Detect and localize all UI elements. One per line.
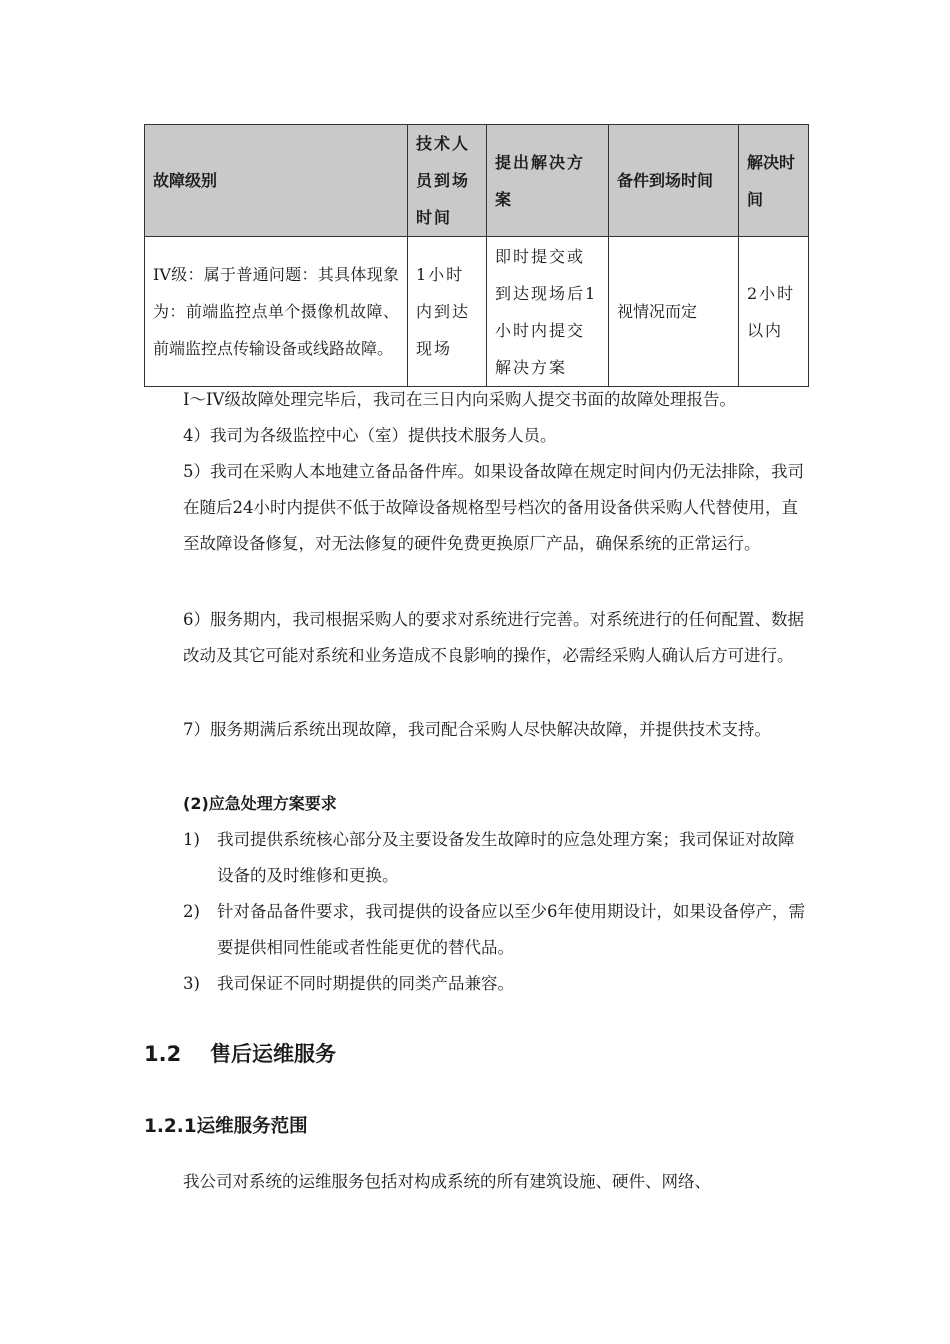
paragraph-5: 5）我司在采购人本地建立备品备件库。如果设备故障在规定时间内仍无法排除，我司在随后24小时内提供不低于故障设备规格型号档次的备用设备供采购人代替使用，直至故障设备修复，对无法修复的硬件免费更换原厂产品，确保系统的正常运行。: [183, 462, 804, 553]
emergency-heading: (2)应急处理方案要求: [183, 794, 337, 813]
list-item-text: 针对备品备件要求，我司提供的设备应以至少6年使用期设计，如果设备停产，需要提供相同性能或者性能更优的替代品。: [217, 902, 805, 957]
paragraph-7: 7）服务期满后系统出现故障，我司配合采购人尽快解决故障，并提供技术支持。: [183, 720, 771, 739]
fault-response-table: [144, 124, 809, 387]
cell-fault-level: IV级：属于普通问题：其具体现象为：前端监控点单个摄像机故障、前端监控点传输设备或线路故障。: [145, 237, 408, 387]
section-number: 1.2: [144, 1042, 182, 1066]
cell-solution: 即时提交或到达现场后1小时内提交解决方案: [487, 237, 609, 387]
header-tech-arrival: 技术人员到场时间: [408, 125, 487, 237]
list-item-number: 2): [183, 902, 200, 921]
paragraph-6: 6）服务期内，我司根据采购人的要求对系统进行完善。对系统进行的任何配置、数据改动及其它可能对系统和业务造成不良影响的操作，必需经采购人确认后方可进行。: [183, 610, 804, 665]
header-parts-arrival: 备件到场时间: [609, 125, 739, 237]
table-row: [145, 237, 809, 387]
list-item-number: 1): [183, 830, 200, 849]
header-solution: 提出解决方案: [487, 125, 609, 237]
section-title: 售后运维服务: [210, 1042, 336, 1066]
report-paragraph: I～IV级故障处理完毕后，我司在三日内向采购人提交书面的故障处理报告。: [183, 390, 736, 409]
header-fault-level: 故障级别: [145, 125, 408, 237]
list-item-text: 我司保证不同时期提供的同类产品兼容。: [217, 974, 514, 993]
subsection-heading: 1.2.1运维服务范围: [144, 1116, 308, 1137]
section-heading: [144, 1038, 336, 1068]
list-item-text: 我司提供系统核心部分及主要设备发生故障时的应急处理方案；我司保证对故障设备的及时维修和更换。: [217, 830, 795, 885]
cell-tech-arrival: 1小时内到达现场: [408, 237, 487, 387]
cell-resolve-time: 2小时以内: [739, 237, 809, 387]
header-resolve-time: 解决时间: [739, 125, 809, 237]
table-header-row: [145, 125, 809, 237]
intro-paragraph: 我公司对系统的运维服务包括对构成系统的所有建筑设施、硬件、网络、: [183, 1172, 711, 1191]
list-item-number: 3): [183, 974, 200, 993]
paragraph-4: 4）我司为各级监控中心（室）提供技术服务人员。: [183, 426, 557, 445]
cell-parts-arrival: 视情况而定: [609, 237, 739, 387]
